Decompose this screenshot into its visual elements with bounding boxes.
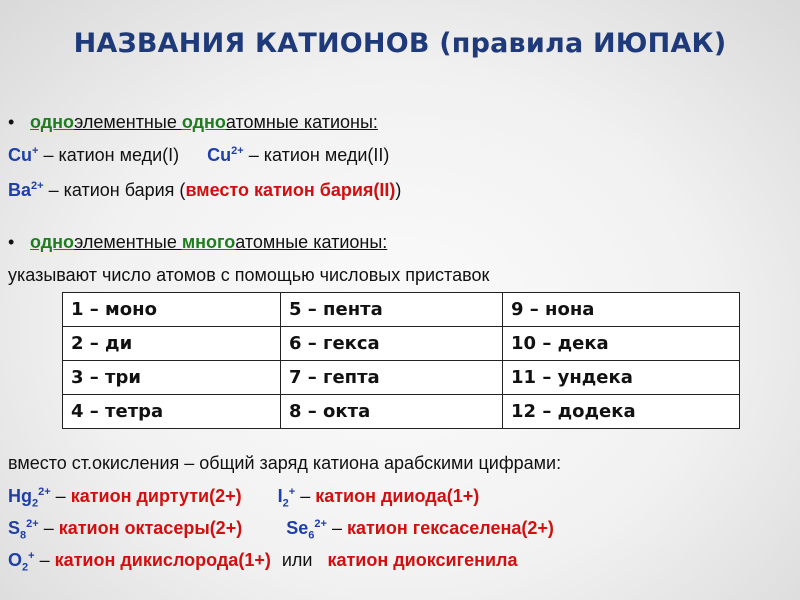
- table-row: [63, 327, 740, 361]
- table-cell: 9 – нона: [503, 293, 740, 327]
- table-row: [63, 361, 740, 395]
- dash: –: [38, 518, 59, 538]
- prefix-mnogo: много: [181, 232, 236, 252]
- table-cell: 2 – ди: [63, 327, 281, 361]
- section-text-rest: атомные катионы:: [225, 112, 378, 132]
- o-alt-name: катион диоксигенила: [327, 550, 518, 570]
- section-text-rest: атомные катионы:: [235, 232, 388, 252]
- dash: –: [50, 486, 71, 506]
- se-name: катион гексаселена(2+): [346, 518, 554, 538]
- i-formula: $I_2^+$: [277, 486, 296, 510]
- table-cell: 1 – моно: [63, 293, 281, 327]
- section-text: элементные: [74, 232, 182, 252]
- example-line-1: [8, 486, 479, 510]
- prefix-odno: одно: [30, 112, 75, 132]
- dash: –: [34, 550, 55, 570]
- table-cell: 10 – дека: [503, 327, 740, 361]
- hg-name: катион диртути(2+): [70, 486, 242, 506]
- s-name: катион октасеры(2+): [58, 518, 243, 538]
- dash: –: [295, 486, 316, 506]
- section-poly-atomic: [8, 232, 387, 253]
- ba-close: ): [395, 180, 402, 200]
- table-cell: 5 – пента: [281, 293, 503, 327]
- i-name: катион дииода(1+): [315, 486, 480, 506]
- table-cell: 11 – ундека: [503, 361, 740, 395]
- table-row: [63, 395, 740, 429]
- table-cell: 7 – гепта: [281, 361, 503, 395]
- table-cell: 4 – тетра: [63, 395, 281, 429]
- cu1-name: – катион меди(I): [38, 145, 180, 165]
- section-text: элементные: [74, 112, 182, 132]
- bullet: •: [8, 112, 15, 132]
- hg-formula: $Hg_2^{2+}$: [8, 486, 51, 510]
- table-cell: 8 – окта: [281, 395, 503, 429]
- cu2-name: – катион меди(II): [243, 145, 390, 165]
- section-mono-atomic: [8, 112, 378, 133]
- s-formula: $S_8^{2+}$: [8, 518, 39, 542]
- barium-ion-line: [8, 180, 401, 201]
- se-formula: $Se_6^{2+}$: [286, 518, 327, 542]
- table-cell: 3 – три: [63, 361, 281, 395]
- ba-formula: $Ba^{2+}$: [8, 180, 44, 200]
- o-name: катион дикислорода(1+): [54, 550, 271, 570]
- subtitle: указывают число атомов с помощью числовых приставок: [8, 265, 490, 285]
- example-line-2: [8, 518, 554, 542]
- ba-name: – катион бария (: [43, 180, 186, 200]
- prefix-odno-2: одно: [181, 112, 226, 132]
- prefix-table: [62, 292, 740, 429]
- bullet: •: [8, 232, 15, 252]
- table-cell: 12 – додека: [503, 395, 740, 429]
- copper-ions-line: [8, 145, 389, 166]
- charge-note: вместо ст.окисления – общий заряд катиона арабскими цифрами:: [8, 453, 562, 473]
- prefix-odno: одно: [30, 232, 75, 252]
- page-title: НАЗВАНИЯ КАТИОНОВ (правила ИЮПАК): [73, 28, 727, 59]
- cu2-formula: $Cu^{2+}$: [207, 145, 244, 165]
- cu1-formula: Cu+: [8, 145, 39, 165]
- example-line-3: [8, 550, 517, 574]
- table-cell: 6 – гекса: [281, 327, 503, 361]
- or-text: или: [276, 550, 318, 570]
- o-formula: $O_2^+$: [8, 550, 35, 574]
- dash: –: [326, 518, 347, 538]
- ba-note: вместо катион бария(II): [185, 180, 396, 200]
- table-row: [63, 293, 740, 327]
